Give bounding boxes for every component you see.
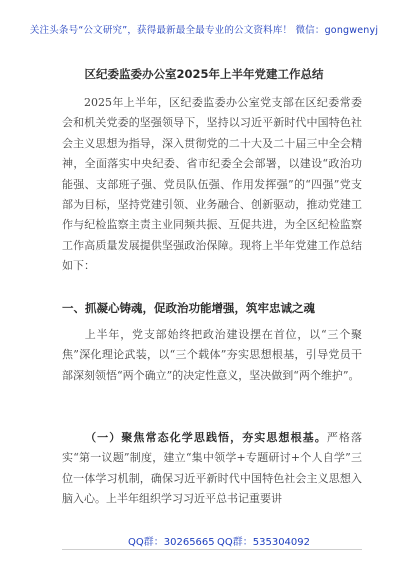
section1-paragraph: [62, 325, 362, 386]
qq-group-1[interactable]: QQ群：30265665: [128, 537, 215, 548]
promo-banner[interactable]: 关注头条号“公文研究”，获得最新最全最专业的公文资料库！ 微信：gongwenyj: [29, 25, 379, 36]
intro-paragraph-text: 2025年上半年，区纪委监委办公室党支部在区纪委常委会和机关党委的坚强领导下，坚持以习近平新时代中国特色社会主义思想为指导，深入贯彻党的二十大及二十届三中全会精神，全面落实中央纪委、省市纪委全会部署，以建设“政治功能强、支部班子强、党员队伍强、作用发挥强”的“四强”党支部为目标，坚持党建引领、业务融合、创新驱动，推动党建工作与纪检监察主责主业同频共振、互促共进，为全区纪检监察工作高质量发展提供坚强政治保障。现将上半年党建工作总结如下：: [62, 96, 362, 273]
subsection1-paragraph: [62, 428, 362, 510]
subsection1-text: 严格落实“第一议题”制度，建立“集中领学+专题研讨+个人自学”三位一体学习机制，确保习近平新时代中国特色社会主义思想入脑入心。上半年组织学习习近平总书记重要讲: [62, 431, 363, 506]
qq-group-2[interactable]: QQ群：535304092: [217, 537, 311, 548]
section-heading-1: 一、抓凝心铸魂，促政治功能增强，筑牢忠诚之魂: [62, 301, 315, 315]
section1-paragraph-text: 上半年，党支部始终把政治建设摆在首位，以“三个聚焦”深化理论武装，以“三个载体”夯实思想根基，引导党员干部深刻领悟“两个确立”的决定性意义，坚决做到“两个维护”。: [62, 328, 362, 382]
intro-paragraph: [62, 93, 362, 277]
subsection1-lead: （一）聚焦常态化学思践悟，夯实思想根基。: [84, 431, 327, 444]
footer-divider: [62, 549, 362, 550]
document-title: 区纪委监委办公室2025年上半年党建工作总结: [84, 67, 324, 81]
